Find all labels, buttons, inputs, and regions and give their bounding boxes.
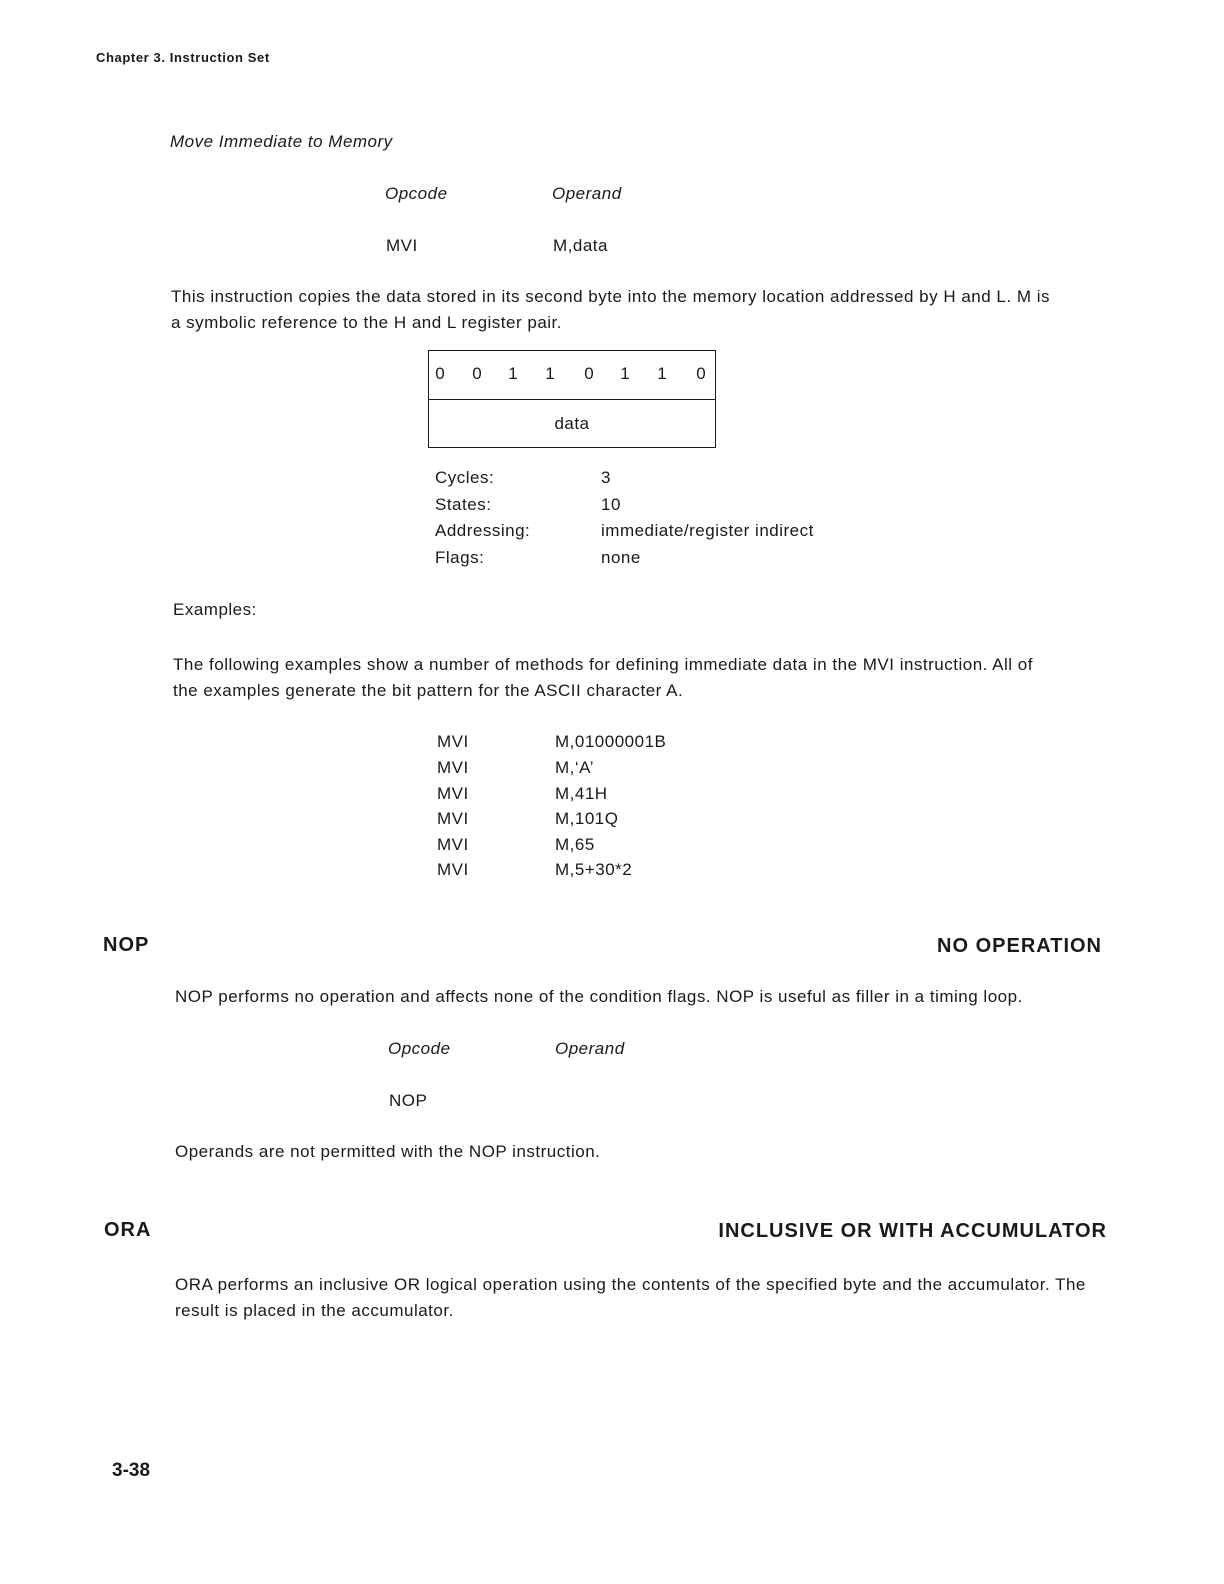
examples-heading: Examples: [173,600,257,619]
prop-value: immediate/register indirect [601,521,814,540]
ora-description [175,1272,1086,1324]
ora-mnemonic-heading: ORA [104,1219,152,1241]
example-opcode: MVI [437,835,469,854]
bit-cell: 0 [435,364,445,383]
nop-note: Operands are not permitted with the NOP instruction. [175,1142,601,1161]
chapter-header: Chapter 3. Instruction Set [96,50,270,65]
bit-cell: 0 [584,364,594,383]
example-opcode: MVI [437,809,469,828]
instruction-encoding-box [428,350,716,448]
ora-description-line: result is placed in the accumulator. [175,1301,454,1320]
example-operand: M,41H [555,784,608,803]
prop-label: States: [435,495,492,514]
example-operand: M,5+30*2 [555,860,633,879]
examples-description-line: the examples generate the bit pattern for the ASCII character A. [173,681,684,700]
mvi-description [171,284,1050,336]
prop-value: 10 [601,495,621,514]
opcode-bits-row [429,351,715,400]
examples-description [173,652,1033,704]
prop-value: 3 [601,468,611,487]
bit-cell: 1 [508,364,518,383]
mvi-description-line: This instruction copies the data stored in its second byte into the memory location addressed by H and L. M is [171,287,1050,306]
operand-label: Operand [552,184,622,203]
bit-cell: 0 [696,364,706,383]
prop-label: Addressing: [435,521,531,540]
bit-cell: 0 [472,364,482,383]
example-operand: M,65 [555,835,595,854]
example-opcode: MVI [437,860,469,879]
opcode-value: MVI [386,236,418,255]
data-byte-cell: data [554,414,590,433]
bit-cell: 1 [545,364,555,383]
example-operand: M,‘A’ [555,758,595,777]
section-subtitle: Move Immediate to Memory [170,132,393,151]
opcode-value: NOP [389,1091,428,1110]
bit-cell: 1 [657,364,667,383]
nop-description: NOP performs no operation and affects none of the condition flags. NOP is useful as filler in a timing loop. [175,987,1023,1006]
operand-value: M,data [553,236,608,255]
ora-description-line: ORA performs an inclusive OR logical operation using the contents of the specified byte and the accumulator. The [175,1275,1086,1294]
nop-title-heading: NO OPERATION [937,935,1102,957]
operand-label: Operand [555,1039,625,1058]
mvi-description-line: a symbolic reference to the H and L register pair. [171,313,562,332]
examples-description-line: The following examples show a number of methods for defining immediate data in the MVI instruction. All of [173,655,1033,674]
example-opcode: MVI [437,784,469,803]
page-number: 3-38 [112,1460,151,1481]
prop-label: Flags: [435,548,485,567]
example-opcode: MVI [437,758,469,777]
opcode-label: Opcode [388,1039,451,1058]
example-operand: M,101Q [555,809,619,828]
example-operand: M,01000001B [555,732,667,751]
ora-title-heading: INCLUSIVE OR WITH ACCUMULATOR [718,1220,1107,1242]
opcode-label: Opcode [385,184,448,203]
nop-mnemonic-heading: NOP [103,934,150,956]
bit-cell: 1 [620,364,630,383]
example-opcode: MVI [437,732,469,751]
prop-value: none [601,548,641,567]
prop-label: Cycles: [435,468,495,487]
